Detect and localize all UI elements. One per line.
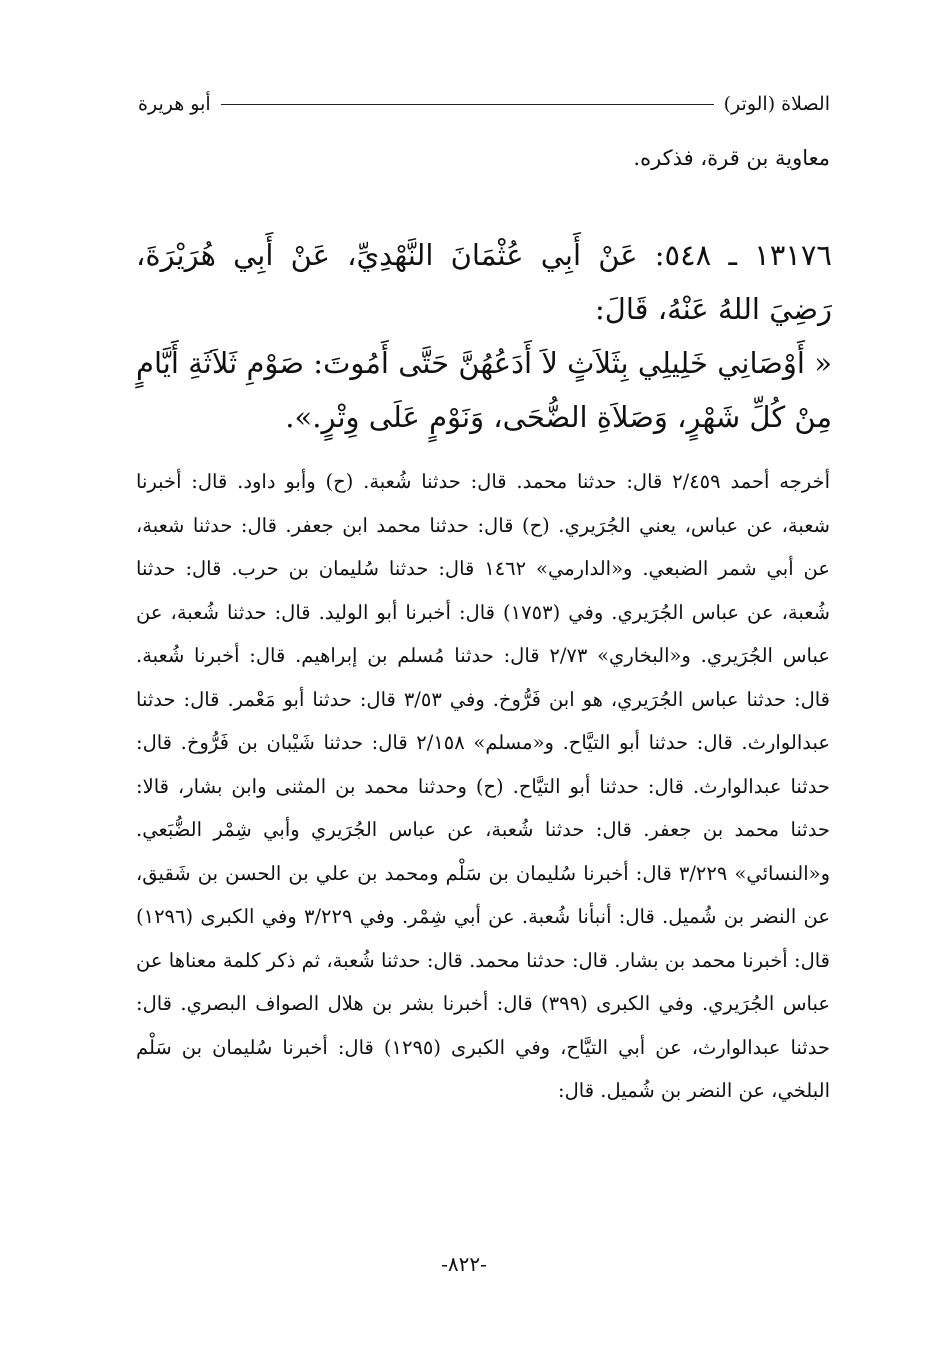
chapter-title: الصلاة (الوتر) — [723, 93, 830, 115]
running-header — [138, 88, 830, 120]
hadith-block — [136, 228, 832, 444]
intro-line: معاوية بن قرة، فذكره. — [633, 146, 830, 170]
takhrij-paragraph — [136, 460, 830, 1113]
hadith-isnad: ١٣١٧٦ ـ ٥٤٨: عَنْ أَبِي عُثْمَانَ النَّهْدِيِّ، عَنْ أَبِي هُرَيْرَةَ، رَضِيَ اللهُ عَنْهُ، قَالَ: — [136, 238, 833, 326]
page-number: -٨٢٢- — [441, 1252, 487, 1276]
hadith-matn: « أَوْصَانِي خَلِيلِي بِثَلاَثٍ لاَ أَدَعُهُنَّ حَتَّى أَمُوتَ: صَوْمِ ثَلاَثَةِ أَيَّامٍ مِنْ كُلِّ شَهْرٍ، وَصَلاَةِ الضُّحَى، وَنَوْمٍ عَلَى وِتْرٍ.». — [136, 346, 832, 434]
header-rule — [221, 104, 714, 105]
takhrij-text: أخرجه أحمد ٢/٤٥٩ قال: حدثنا محمد. قال: حدثنا شُعبة. (ح) وأبو داود. قال: أخبرنا شعبة، عن عباس، يعني الجُرَيري. (ح) قال: حدثنا محمد ابن جعفر. قال: حدثنا شعبة، عن أبي شمر الضبعي. و«الدارمي» ١٤٦٢ قال: حدثنا سُليمان بن حرب. قال: حدثنا شُعبة، عن عباس الجُرَيري. وفي (١٧٥٣) قال: أخبرنا أبو الوليد. قال: حدثنا شُعبة، عن عباس الجُرَيري. و«البخاري» ٢/٧٣ قال: حدثنا مُسلم بن إبراهيم. قال: أخبرنا شُعبة. قال: حدثنا عباس الجُرَيري، هو ابن فَرُّوخ. وفي ٣/٥٣ قال: حدثنا أبو مَعْمر. قال: حدثنا عبدالوارث. قال: حدثنا أبو التيَّاح. و«مسلم» ٢/١٥٨ قال: حدثنا شَيْبان بن فَرُّوخ. قال: حدثنا عبدالوارث. قال: حدثنا أبو التيَّاح. (ح) وحدثنا محمد بن المثنى وابن بشار، قالا: حدثنا محمد بن جعفر. قال: حدثنا شُعبة، عن عباس الجُرَيري وأبي شِمْر الضُّبَعي. و«النسائي» ٣/٢٢٩ قال: أخبرنا سُليمان بن سَلْم ومحمد بن علي بن الحسن بن شَقيق، عن النضر بن شُميل. قال: أنبأنا شُعبة. عن أبي شِمْر. وفي ٣/٢٢٩ وفي الكبرى (١٢٩٦) قال: أخبرنا محمد بن بشار. قال: حدثنا محمد. قال: حدثنا شُعبة، ثم ذكر كلمة معناها عن عباس الجُرَيري. وفي الكبرى (٣٩٩) قال: أخبرنا بشر بن هلال الصواف البصري. قال: حدثنا عبدالوارث، عن أبي التيَّاح، وفي الكبرى (١٢٩٥) قال: أخبرنا سُليمان بن سَلْم البلخي، عن النضر بن شُميل. قال: — [136, 470, 831, 1102]
narrator-name: أبو هريرة — [138, 93, 211, 115]
